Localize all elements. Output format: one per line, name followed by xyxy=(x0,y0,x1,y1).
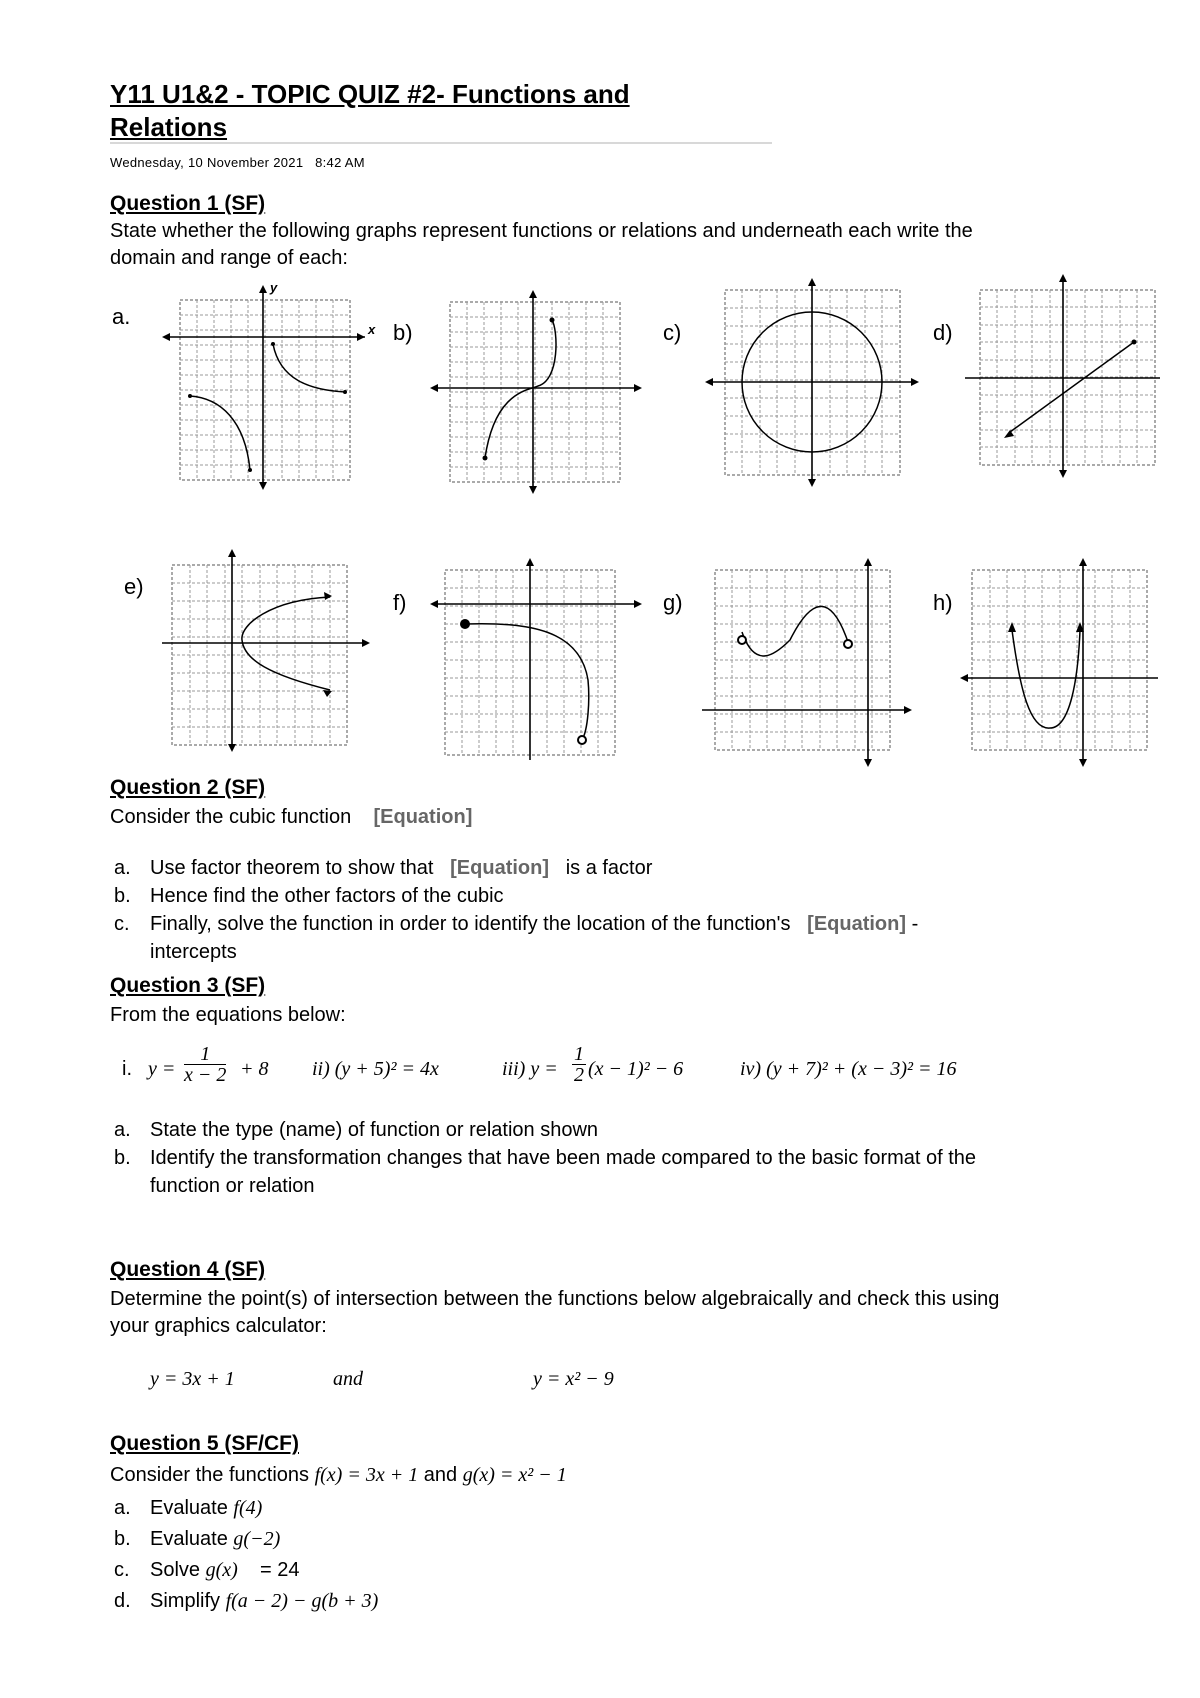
q4-eq2: y = x² − 9 xyxy=(533,1368,614,1390)
q2-heading: Question 2 (SF) xyxy=(110,776,266,799)
graph-a-label: a. xyxy=(112,304,131,329)
q3-equations: i. y = $\frac{1}{x - 2}$ + 8 ii) (y + 5)² = 4x iii) y = $\frac{1}{2}$ (x − 1)² − 6 iv) (y + 7)² + (x − 3)² = 16 xyxy=(122,1043,957,1086)
graph-h-label: h) xyxy=(933,590,953,615)
q4-text: Determine the point(s) of intersection between the functions below algebraically and check this using your graphics calculator: xyxy=(110,1288,1000,1337)
graph-c xyxy=(705,280,920,485)
q4-eq1: y = 3x + 1 xyxy=(150,1368,235,1390)
time: 8:42 AM xyxy=(315,155,365,170)
fraction: $\frac{1}{x - 2}$ xyxy=(184,1043,227,1086)
q3-heading: Question 3 (SF) xyxy=(110,974,266,997)
q4-and: and xyxy=(333,1368,363,1390)
graph-b-label: b) xyxy=(393,320,413,345)
graph-g-label: g) xyxy=(663,590,683,615)
fraction: $\frac{1}{2}$ xyxy=(574,1043,584,1086)
graph-h xyxy=(960,560,1160,765)
graph-g xyxy=(700,560,915,765)
q3-intro: From the equations below: xyxy=(110,1004,346,1026)
graph-f-label: f) xyxy=(393,590,407,615)
equation-placeholder: [Equation] xyxy=(807,913,907,935)
equation-placeholder: [Equation] xyxy=(450,857,550,879)
q2-parts: a. Use factor theorem to show that [Equation] is a factor b. Hence find the other factors of the cubic c. Finally, solve the function in order to identify the location of the function's [Equation] - intercepts xyxy=(114,857,919,963)
graph-e-label: e) xyxy=(124,574,144,599)
x-axis-label: x xyxy=(368,322,376,337)
q4-heading: Question 4 (SF) xyxy=(110,1258,266,1281)
page-title: Y11 U1&2 - TOPIC QUIZ #2- Functions and Relations xyxy=(110,79,630,142)
graph-f xyxy=(430,560,645,760)
graph-d xyxy=(960,270,1160,480)
title-divider xyxy=(110,142,772,144)
graph-a xyxy=(160,280,375,490)
y-axis-label: y xyxy=(270,280,278,295)
graph-d-label: d) xyxy=(933,320,953,345)
q5-intro: Consider the functions f(x) = 3x + 1 and g(x) = x² − 1 xyxy=(110,1464,567,1486)
graph-b xyxy=(430,290,645,495)
equation-placeholder: [Equation] xyxy=(373,806,473,828)
q3-parts: a. State the type (name) of function or relation shown b. Identify the transformation changes that have been made compared to the basic format of the function or relation xyxy=(114,1119,977,1197)
graph-e xyxy=(160,545,375,750)
date-line xyxy=(110,155,365,170)
q1-text: State whether the following graphs represent functions or relations and underneath each write the domain and range of each: xyxy=(110,220,973,269)
q1-heading: Question 1 (SF) xyxy=(110,192,266,215)
graph-c-label: c) xyxy=(663,320,682,345)
q5-parts: a. Evaluate f(4) b. Evaluate g(−2) c. Solve g(x) = 24 d. Simplify f(a − 2) − g(b + 3) xyxy=(114,1497,379,1612)
date: Wednesday, 10 November 2021 xyxy=(110,155,304,170)
q2-intro: Consider the cubic function [Equation] xyxy=(110,806,473,828)
q5-heading: Question 5 (SF/CF) xyxy=(110,1432,299,1455)
